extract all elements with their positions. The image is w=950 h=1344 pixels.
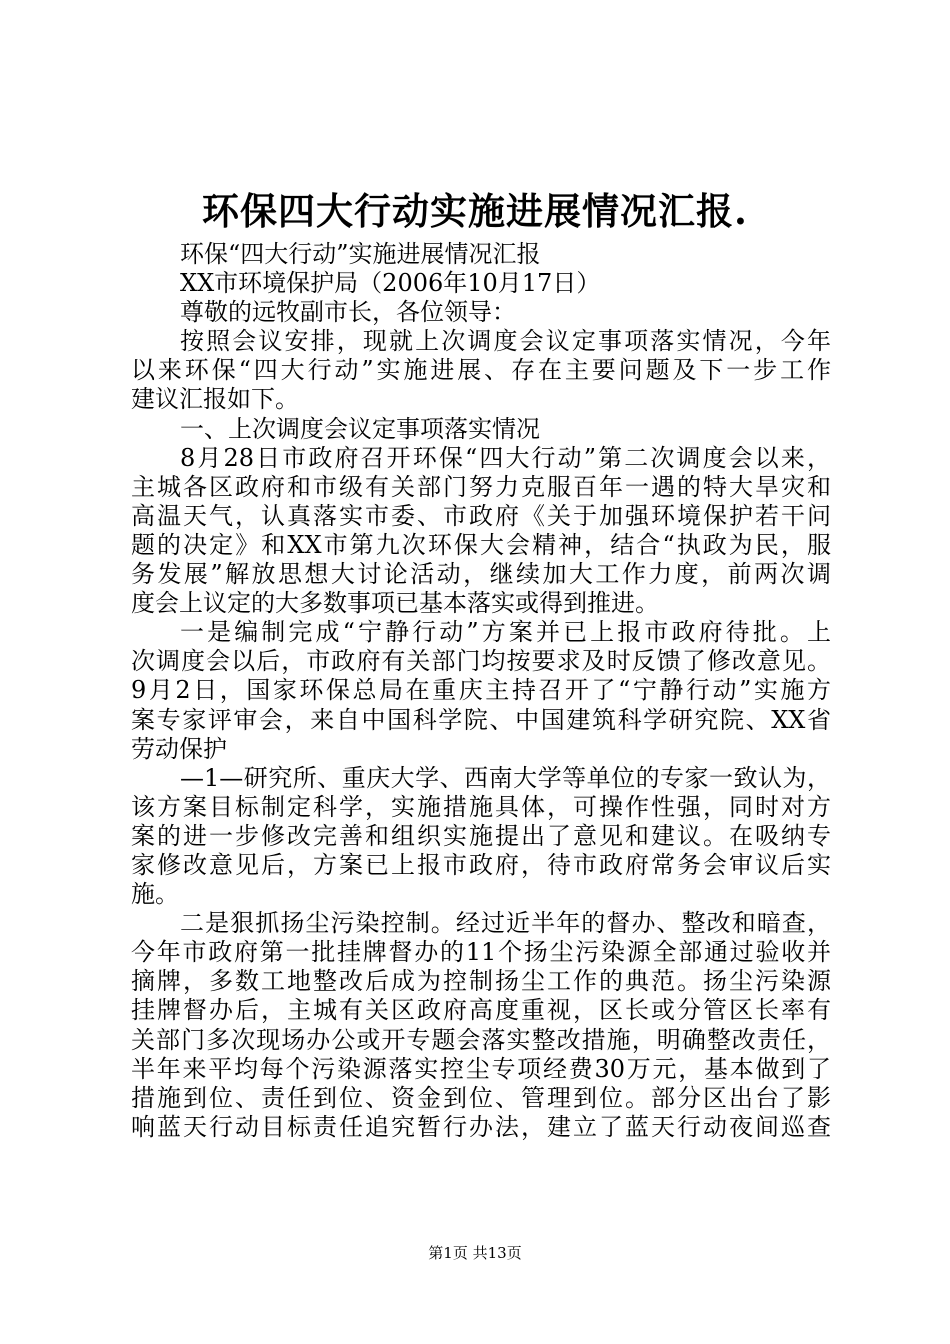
text-line: 响蓝天行动目标责任追究暂行办法，建立了蓝天行动夜间巡查 — [131, 1112, 831, 1141]
page-footer: 第1页 共13页 — [428, 1244, 522, 1262]
text-line: 案专家评审会，来自中国科学院、中国建筑科学研究院、XX省 — [131, 705, 831, 734]
text-line: 尊敬的远牧副市长，各位领导： — [180, 298, 516, 327]
text-line: 主城各区政府和市级有关部门努力克服百年一遇的特大旱灾和 — [131, 472, 831, 501]
text-line: 环保“四大行动”实施进展情况汇报 — [180, 240, 541, 268]
text-line: 摘牌，多数工地整改后成为控制扬尘工作的典范。扬尘污染源 — [131, 967, 831, 996]
text-line: 务发展”解放思想大讨论活动，继续加大工作力度，前两次调 — [131, 560, 831, 589]
text-line: 该方案目标制定科学，实施措施具体，可操作性强，同时对方 — [131, 792, 831, 821]
document-body — [131, 240, 831, 1142]
text-line: 题的决定》和XX市第九次环保大会精神，结合“执政为民，服 — [131, 530, 831, 559]
text-line: 9月2日，国家环保总局在重庆主持召开了“宁静行动”实施方 — [131, 676, 831, 705]
text-line: 按照会议安排，现就上次调度会议定事项落实情况，今年 — [180, 327, 831, 356]
text-line: 挂牌督办后，主城有关区政府高度重视，区长或分管区长率有 — [131, 996, 831, 1025]
text-line: 一是编制完成“宁静行动”方案并已上报市政府待批。上 — [180, 618, 831, 647]
text-line: 次调度会以后，市政府有关部门均按要求及时反馈了修改意见。 — [131, 647, 831, 676]
text-line: 案的进一步修改完善和组织实施提出了意见和建议。在吸纳专 — [131, 821, 831, 850]
text-line: 建议汇报如下。 — [131, 385, 299, 414]
text-line: 半年来平均每个污染源落实控尘专项经费30万元，基本做到了 — [131, 1054, 831, 1083]
text-line: 劳动保护 — [131, 734, 227, 763]
document-title: 环保四大行动实施进展情况汇报. — [202, 189, 748, 233]
text-line: 家修改意见后，方案已上报市政府，待市政府常务会审议后实 — [131, 850, 831, 879]
text-line: 一、上次调度会议定事项落实情况 — [180, 414, 540, 443]
text-line: 二是狠抓扬尘污染控制。经过近半年的督办、整改和暗查， — [180, 909, 831, 938]
text-line: XX市环境保护局（2006年10月17日） — [180, 269, 601, 298]
text-line: 今年市政府第一批挂牌督办的11个扬尘污染源全部通过验收并 — [131, 938, 831, 967]
text-line: 度会上议定的大多数事项已基本落实或得到推进。 — [131, 589, 659, 618]
text-line: 措施到位、责任到位、资金到位、管理到位。部分区出台了影 — [131, 1083, 831, 1112]
text-line: 施。 — [131, 880, 179, 909]
text-line: —1—研究所、重庆大学、西南大学等单位的专家一致认为， — [180, 763, 831, 792]
text-line: 高温天气，认真落实市委、市政府《关于加强环境保护若干问 — [131, 501, 831, 530]
text-line: 以来环保“四大行动”实施进展、存在主要问题及下一步工作 — [131, 356, 831, 385]
text-line: 8月28日市政府召开环保“四大行动”第二次调度会以来， — [180, 443, 831, 472]
text-line: 关部门多次现场办公或开专题会落实整改措施，明确整改责任， — [131, 1025, 831, 1054]
